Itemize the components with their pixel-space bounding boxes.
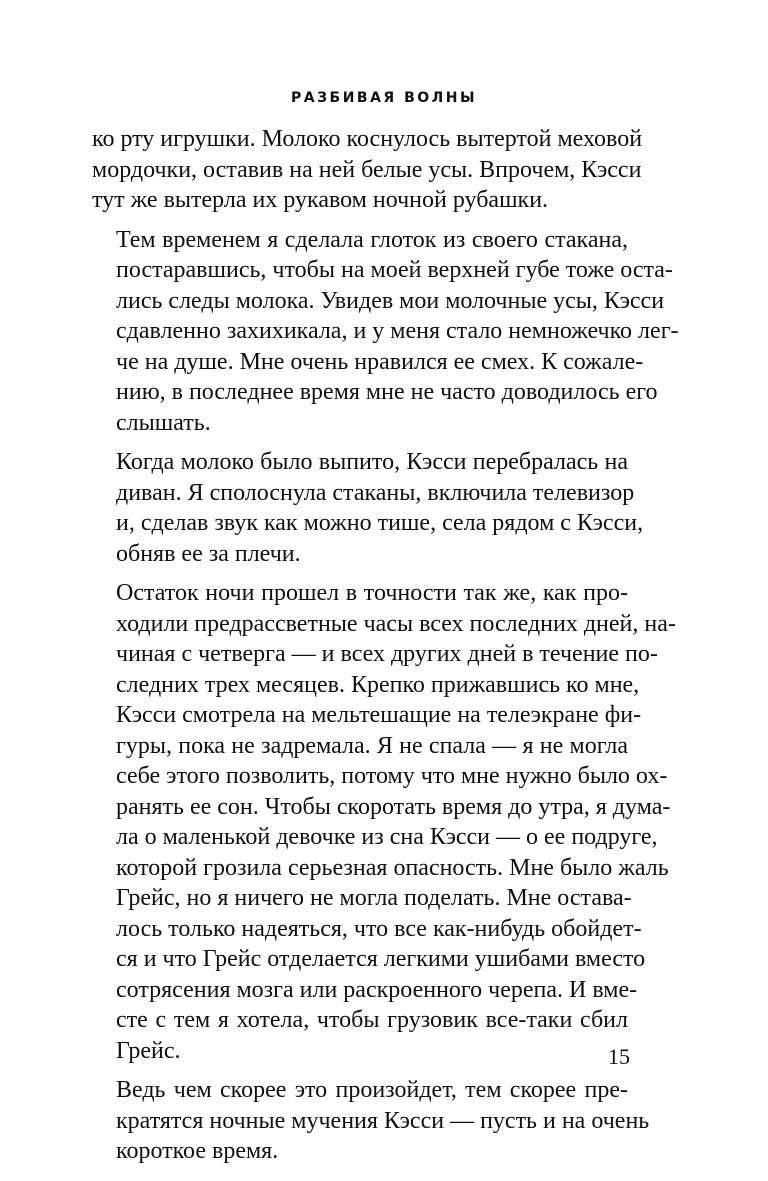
paragraph — [92, 1075, 650, 1167]
text-line: ранять ее сон. Чтобы скоротать время до утра, я дума- — [116, 793, 671, 820]
text-line: Грейс, но я ничего не могла поделать. Мне остава- — [116, 885, 632, 911]
text-line: ко рту игрушки. Молоко коснулось вытертой меховой — [92, 126, 643, 152]
page-number: 15 — [608, 1044, 630, 1069]
running-head: РАЗБИВАЯ ВОЛНЫ — [290, 90, 477, 106]
text-line: сдавленно захихикала, и у меня стало немножечко лег- — [116, 318, 679, 344]
text-line: кратятся ночные мучения Кэсси — пусть и на очень — [116, 1107, 650, 1134]
paragraph — [92, 225, 679, 439]
text-line: лось только надеяться, что все как-нибудь обойдет- — [116, 915, 642, 942]
text-line: и, сделав звук как можно тише, села рядом с Кэсси, — [116, 510, 644, 536]
text-line: обняв ее за плечи. — [116, 540, 301, 567]
text-line: Тем временем я сделала глоток из своего стакана, — [116, 226, 628, 253]
text-line: Кэсси смотрела на мельтешащие на телеэкране фи- — [116, 702, 642, 728]
text-line: сте с тем я хотела, чтобы грузовик все-таки сбил — [116, 1007, 628, 1033]
text-line: себе этого позволить, потому что мне нужно было ох- — [116, 763, 668, 789]
text-line: ходили предрассветные часы всех последних дней, на- — [116, 610, 676, 637]
text-line: Когда молоко было выпито, Кэсси перебралась на — [116, 449, 628, 475]
text-line: которой грозила серьезная опасность. Мне было жаль — [116, 854, 669, 881]
text-line: гуры, пока не задремала. Я не спала — я не могла — [116, 732, 628, 759]
text-line: слышать. — [116, 409, 211, 436]
body-text — [92, 124, 679, 1176]
text-line: тут же вытерла их рукавом ночной рубашки. — [92, 187, 549, 213]
text-line: че на душе. Мне очень нравился ее смех. К сожале- — [116, 348, 644, 375]
paragraph — [92, 124, 643, 216]
text-line: мордочки, оставив на ней белые усы. Впрочем, Кэсси — [92, 156, 642, 183]
text-line: Грейс. — [116, 1037, 181, 1064]
text-line: лись следы молока. Увидев мои молочные усы, Кэсси — [116, 287, 665, 314]
paragraph — [92, 578, 676, 1066]
text-line: Остаток ночи прошел в точности так же, как про- — [116, 580, 628, 606]
text-line: короткое время. — [116, 1138, 279, 1164]
text-line: постаравшись, чтобы на моей верхней губе тоже оста- — [116, 257, 673, 283]
text-line: сотрясения мозга или раскроенного черепа. И вме- — [116, 976, 638, 1003]
text-line: ла о маленькой девочке из сна Кэсси — о ее подруге, — [116, 824, 658, 850]
paragraph — [92, 447, 644, 569]
text-line: чиная с четверга — и всех других дней в течение по- — [116, 641, 658, 667]
text-line: ся и что Грейс отделается легкими ушибами вместо — [116, 946, 646, 972]
text-line: следних трех месяцев. Крепко прижавшись ко мне, — [116, 671, 640, 698]
text-line: нию, в последнее время мне не часто доводилось его — [116, 379, 658, 405]
text-line: диван. Я сполоснула стаканы, включила телевизор — [116, 479, 635, 506]
text-line: Ведь чем скорее это произойдет, тем скорее пре- — [116, 1077, 628, 1103]
